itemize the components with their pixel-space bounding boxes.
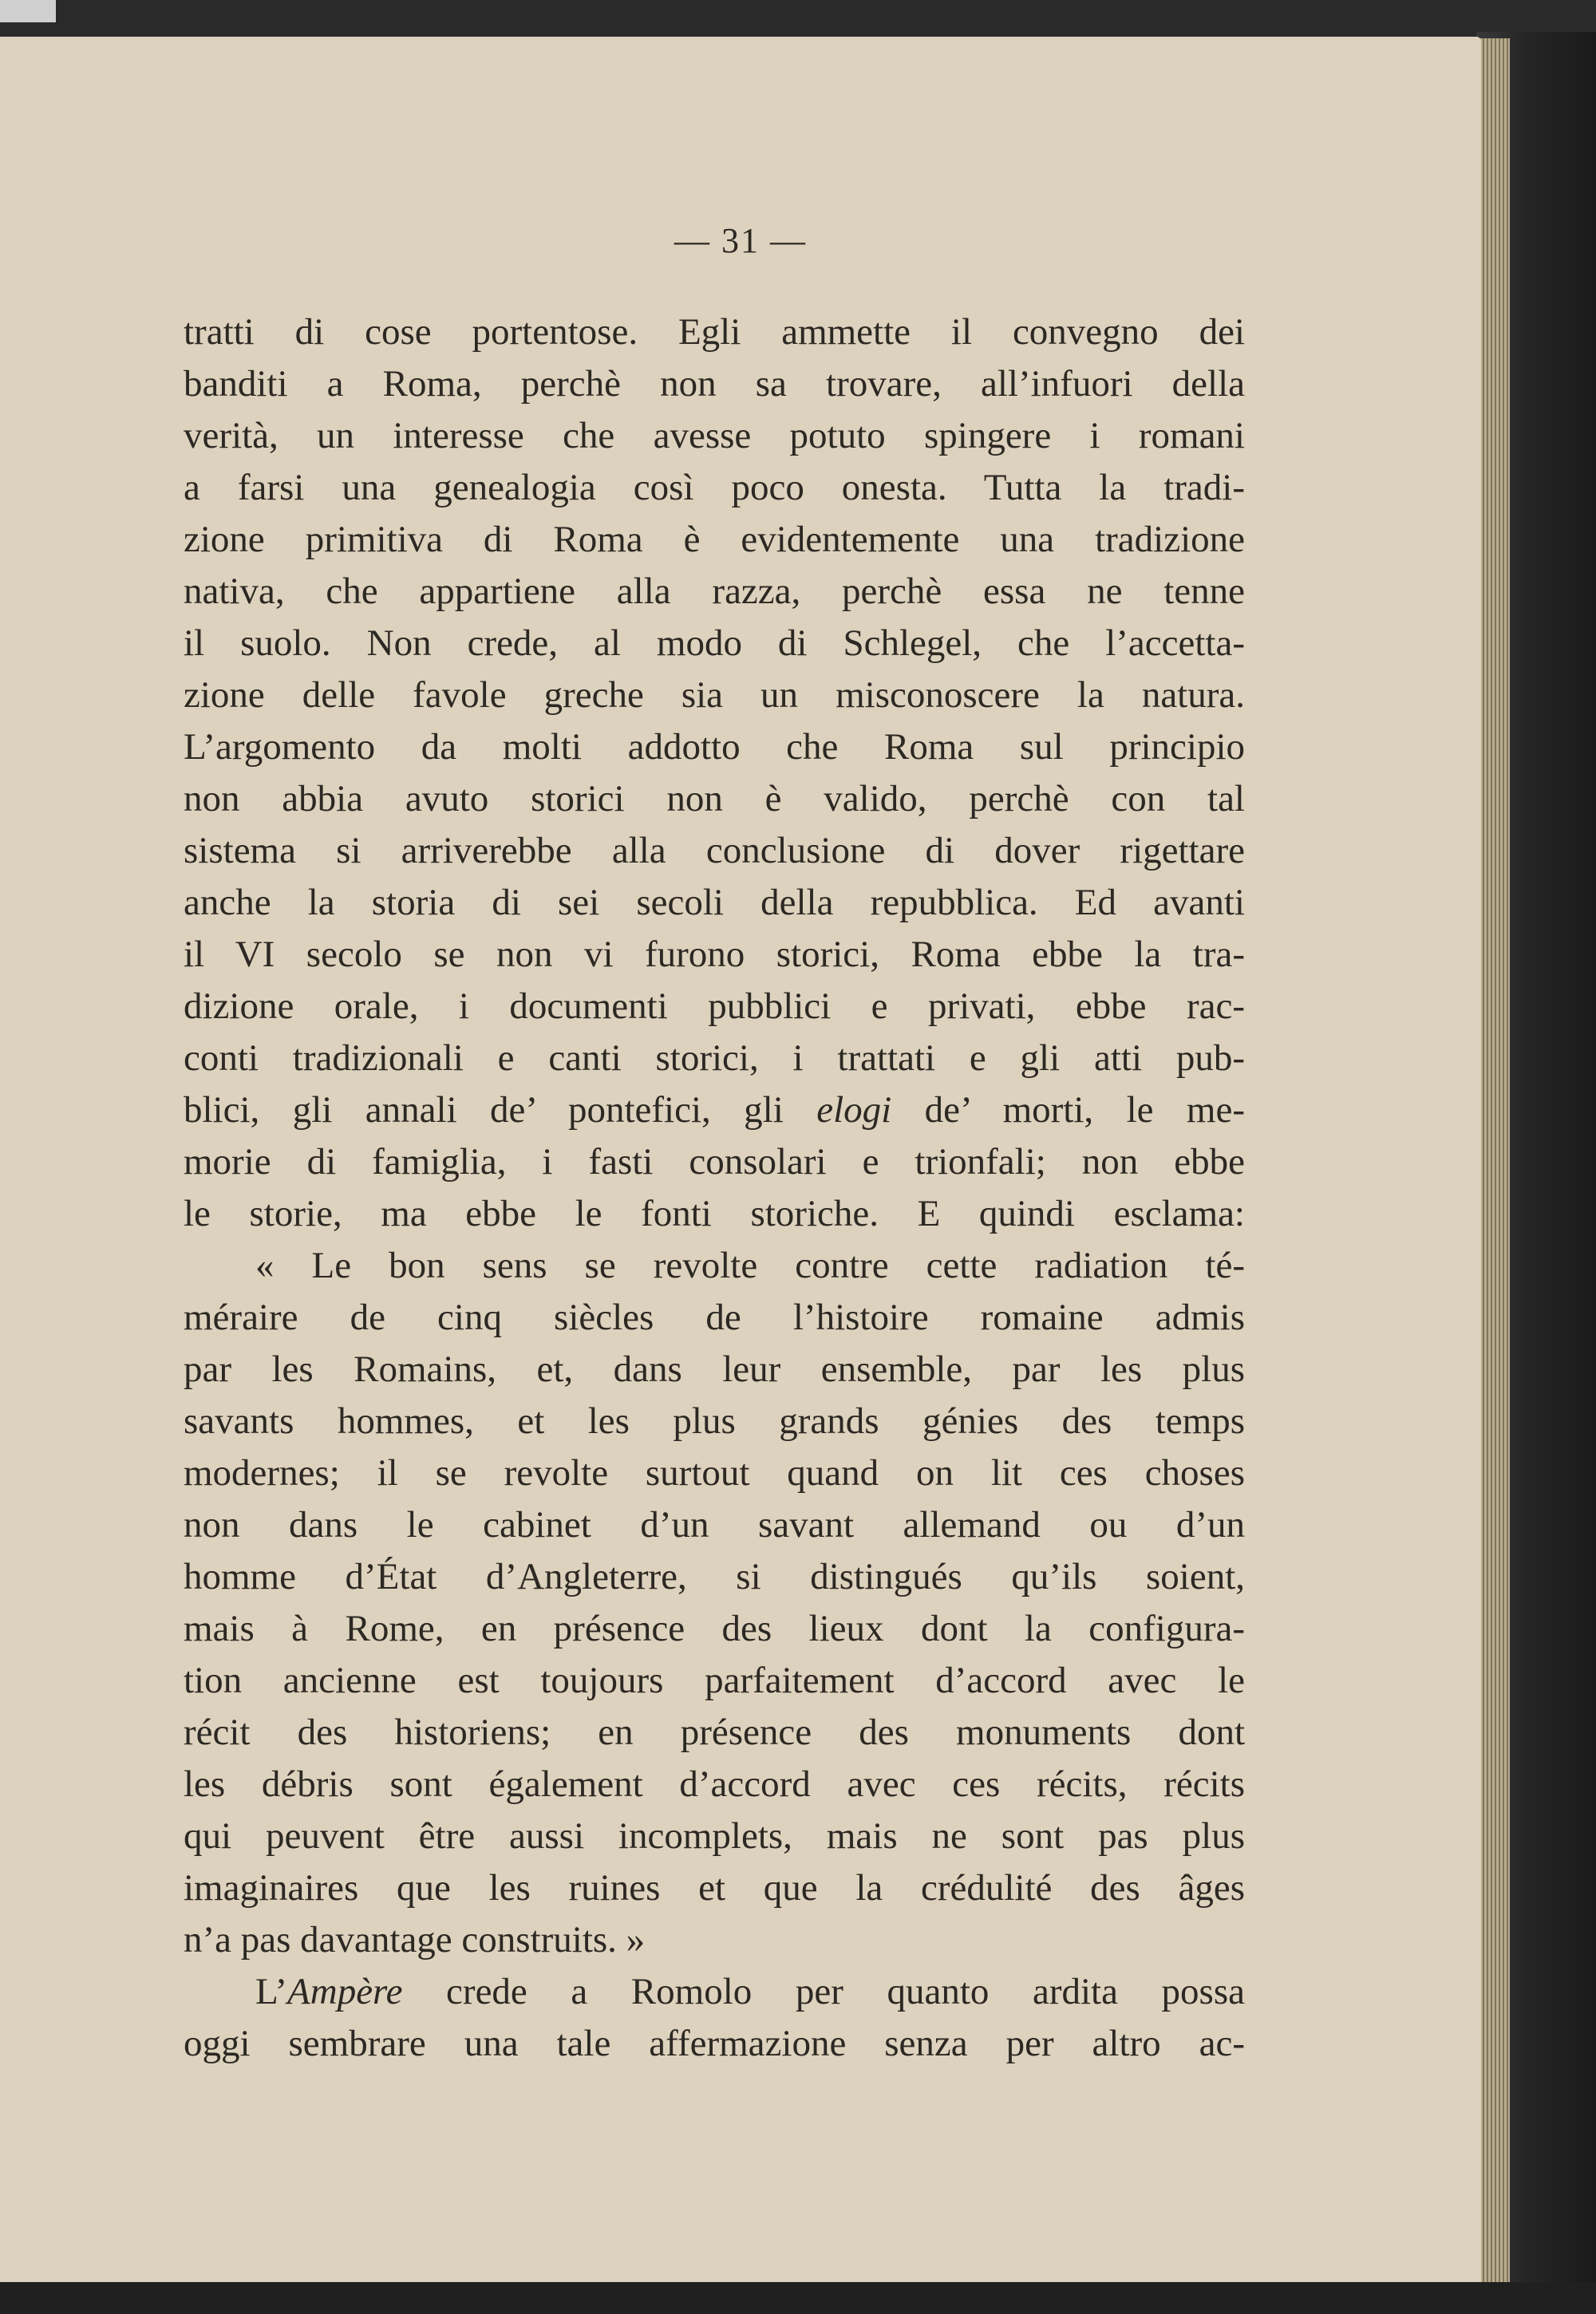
text-line: tratti di cose portentose. Egli ammette il convegno dei (184, 311, 1245, 353)
text-line: les débris sont également d’accord avec ces récits, récits (184, 1763, 1245, 1805)
text-line: a farsi una genealogia così poco onesta. Tutta la tradi- (184, 467, 1245, 508)
text-line: méraire de cinq siècles de l’histoire romaine admis (184, 1297, 1245, 1338)
text-line: oggi sembrare una tale affermazione senza per altro ac- (184, 2023, 1245, 2064)
text-line: L’argomento da molti addotto che Roma sul principio (184, 726, 1245, 768)
quote-end-line: n’a pas davantage construits. » (184, 1919, 646, 1961)
text-line: anche la storia di sei secoli della repubblica. Ed avanti (184, 882, 1245, 923)
text-run: crede a Romolo per quanto ardita possa (402, 1971, 1245, 2012)
text-line (184, 1084, 1245, 1136)
text-line: il suolo. Non crede, al modo di Schlegel, che l’accetta- (184, 622, 1245, 664)
text-line: non dans le cabinet d’un savant allemand ou d’un (184, 1504, 1245, 1546)
body-text (184, 306, 1245, 2070)
text-line: non abbia avuto storici non è valido, perchè con tal (184, 778, 1245, 819)
italic-word: elogi (816, 1089, 892, 1131)
text-line: qui peuvent être aussi incomplets, mais ne sont pas plus (184, 1815, 1245, 1857)
text-line: verità, un interesse che avesse potuto spingere i romani (184, 415, 1245, 456)
text-line: savants hommes, et les plus grands génies des temps (184, 1400, 1245, 1442)
page-number: — 31 — (674, 221, 807, 260)
text-line: dizione orale, i documenti pubblici e privati, ebbe rac- (184, 985, 1245, 1027)
text-line: par les Romains, et, dans leur ensemble, par les plus (184, 1349, 1245, 1390)
text-line: imaginaires que les ruines et que la crédulité des âges (184, 1867, 1245, 1909)
text-line: modernes; il se revolte surtout quand on lit ces choses (184, 1452, 1245, 1494)
text-line: zione delle favole greche sia un misconoscere la natura. (184, 674, 1245, 716)
book-page (0, 37, 1481, 2282)
text-run: blici, gli annali de’ pontefici, gli (184, 1089, 817, 1131)
scan-bottom-border (0, 2282, 1596, 2314)
text-line: zione primitiva di Roma è evidentemente una tradizione (184, 519, 1245, 560)
page-edges (1476, 38, 1510, 2282)
text-line: homme d’État d’Angleterre, si distingués qu’ils soient, (184, 1556, 1245, 1597)
text-line: mais à Rome, en présence des lieux dont la configura- (184, 1608, 1245, 1649)
italic-name: Ampère (287, 1971, 403, 2012)
text-run: de’ morti, le me- (891, 1089, 1245, 1131)
text-line: le storie, ma ebbe le fonti storiche. E quindi esclama: (184, 1193, 1245, 1234)
paragraph-start-line (184, 1966, 1245, 2018)
text-line: conti tradizionali e canti storici, i trattati e gli atti pub- (184, 1037, 1245, 1079)
text-line: nativa, che appartiene alla razza, perchè essa ne tenne (184, 571, 1245, 612)
text-line: sistema si arriverebbe alla conclusione di dover rigettare (184, 830, 1245, 871)
text-line: récit des historiens; en présence des monuments dont (184, 1712, 1245, 1753)
text-line: morie di famiglia, i fasti consolari e trionfali; non ebbe (184, 1141, 1245, 1183)
text-line: tion ancienne est toujours parfaitement d’accord avec le (184, 1660, 1245, 1701)
text-line: banditi a Roma, perchè non sa trovare, all’infuori della (184, 363, 1245, 405)
scan-corner-strip (0, 0, 56, 22)
quote-start-line: « Le bon sens se revolte contre cette radiation té- (255, 1245, 1245, 1286)
text-run: L’ (255, 1971, 288, 2012)
text-line: il VI secolo se non vi furono storici, Roma ebbe la tra- (184, 934, 1245, 975)
